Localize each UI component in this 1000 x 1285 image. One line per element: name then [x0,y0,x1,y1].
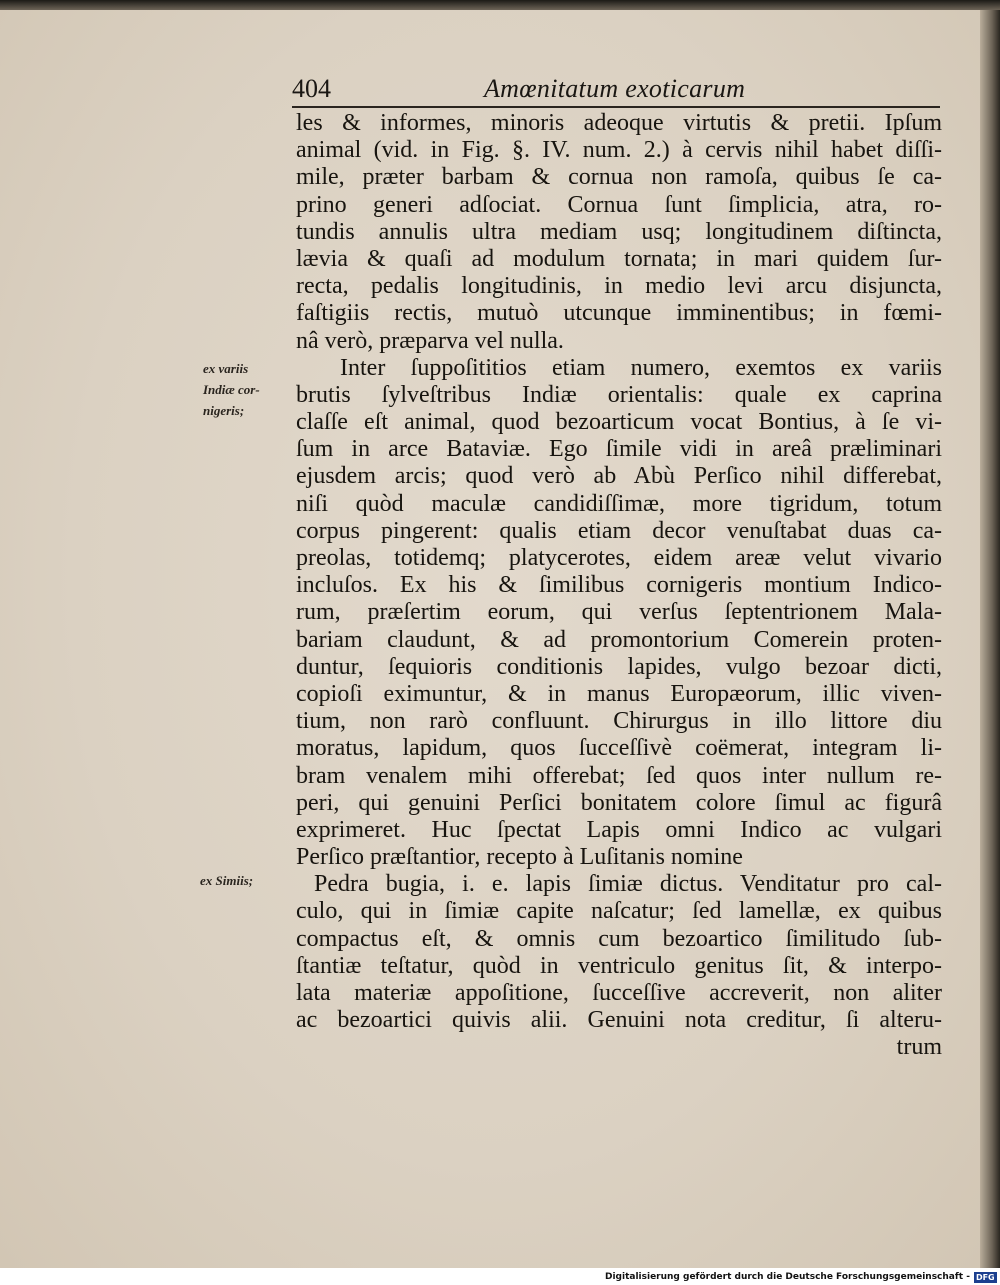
body-text [296,110,942,1062]
text-line: lata materiæ appoſitione, ſucceſſive accreverit, non aliter [296,980,942,1006]
text-line: exprimeret. Huc ſpectat Lapis omni Indico ac vulgari [296,816,942,843]
scan-top-edge [0,0,1000,10]
text-line: duntur, ſequioris conditionis lapides, vulgo bezoar dicti, [296,653,942,680]
text-line: niſi quòd maculæ candidiſſimæ, more tigridum, totum [296,490,942,517]
text-line: ſum in arce Bataviæ. Ego ſimile vidi in areâ præliminari [296,436,942,463]
text-line: culo, qui in ſimiæ capite naſcatur; ſed lamellæ, ex quibus [296,898,942,925]
text-line: lævia & quaſi ad modulum tornata; in mari quidem ſur- [296,245,942,272]
text-line: faſtigiis rectis, mutuò utcunque imminentibus; in fœmi- [296,300,942,327]
catchword: trum [896,1034,942,1061]
text-line: copioſi eximuntur, & in manus Europæorum, illic viven- [296,680,942,707]
footer-credit: Digitalisierung gefördert durch die Deutsche Forschungsgemeinschaft - [605,1272,970,1282]
text-line: mile, præter barbam & cornua non ramoſa, quibus ſe ca- [296,164,942,191]
margin-note-variis [203,358,260,421]
page-number: 404 [292,74,331,103]
text-line: preolas, totidemq; platycerotes, eidem areæ velut vivario [296,545,942,571]
text-line: les & informes, minoris adeoque virtutis & pretii. Ipſum [296,110,942,136]
margin-note-line: nigeris; [203,403,245,418]
header-rule [292,106,940,108]
text-line: corpus pingerent: qualis etiam decor venuſtabat duas ca- [296,517,942,544]
dfg-logo: DFG [975,1272,995,1282]
text-line: incluſos. Ex his & ſimilibus cornigeris montium Indico- [296,572,942,599]
text-line: bram venalem mihi offerebat; ſed quos inter nullum re- [296,762,942,789]
text-line: ſtantiæ teſtatur, quòd in ventriculo genitus ſit, & interpo- [296,952,942,979]
text-line: nâ verò, præparva vel nulla. [296,327,564,354]
text-line: peri, qui genuini Perſici bonitatem colore ſimul ac figurâ [296,789,942,816]
margin-note-simiis [200,870,253,891]
digitization-footer [605,1270,997,1284]
text-line: tundis annulis ultra mediam usq; longitudinem diſtincta, [296,218,942,245]
margin-note-line: ex Simiis; [200,873,254,888]
running-title: Amœnitatum exoticarum [484,74,746,103]
page-gutter-shadow [980,10,1000,1268]
text-line: compactus eſt, & omnis cum bezoartico ſimilitudo ſub- [296,925,942,952]
page-header [292,72,940,106]
text-line: tium, non rarò confluunt. Chirurgus in illo littore diu [296,708,942,735]
text-line: bariam claudunt, & ad promontorium Comerein proten- [296,626,942,653]
text-line: recta, pedalis longitudinis, in medio levi arcu disjuncta, [296,273,942,300]
text-line: brutis ſylveſtribus Indiæ orientalis: quale ex caprina [296,381,942,408]
text-line: moratus, lapidum, quos ſucceſſivè coëmerat, integram li- [296,735,942,762]
text-line: Inter ſuppoſititios etiam numero, exemtos ex variis [340,354,942,381]
text-line: Perſico præſtantior, recepto à Luſitanis nomine [296,844,743,871]
margin-note-line: ex variis [203,361,249,376]
text-line: animal (vid. in Fig. §. IV. num. 2.) à cervis nihil habet diſſi- [296,137,942,164]
text-line: ac bezoartici quivis alii. Genuini nota creditur, ſi alteru- [296,1007,942,1034]
text-line: Pedra bugia, i. e. lapis ſimiæ dictus. Venditatur pro cal- [314,871,942,898]
text-line: ejusdem arcis; quod verò ab Abù Perſico nihil differebat, [296,463,942,490]
text-line: prino generi adſociat. Cornua ſunt ſimplicia, atra, ro- [296,191,942,218]
text-line: claſſe eſt animal, quod bezoarticum vocat Bontius, à ſe vi- [296,409,942,436]
text-line: rum, præſertim eorum, qui verſus ſeptentrionem Mala- [296,599,942,626]
margin-note-line: Indiæ cor- [203,382,260,397]
